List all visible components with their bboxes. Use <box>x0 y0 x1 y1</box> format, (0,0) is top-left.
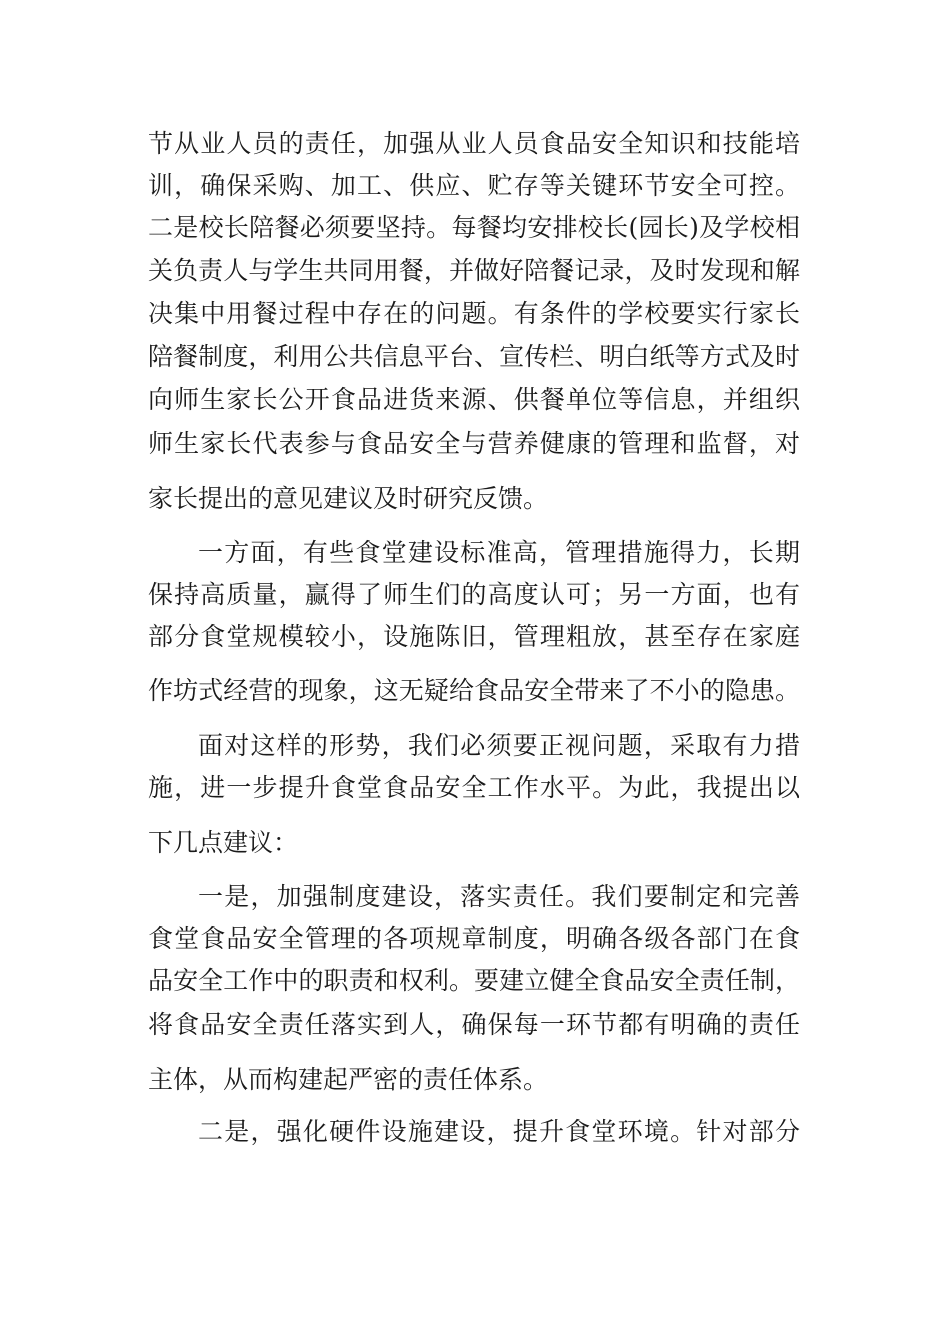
paragraph-first-line: 二是，强化硬件设施建设，提升食堂环境。针对部分 <box>198 1117 800 1146</box>
text-line: 决集中用餐过程中存在的问题。有条件的学校要实行家长 <box>148 299 800 328</box>
text-line: 将食品安全责任落实到人，确保每一环节都有明确的责任 <box>148 1010 800 1039</box>
text-line: 品安全工作中的职责和权利。要建立健全食品安全责任制， <box>148 966 800 995</box>
paragraph-first-line: 一方面，有些食堂建设标准高，管理措施得力，长期 <box>198 538 800 567</box>
paragraph-first-line: 面对这样的形势，我们必须要正视问题，采取有力措 <box>198 731 800 760</box>
text-line: 施，进一步提升食堂食品安全工作水平。为此，我提出以 <box>148 773 800 802</box>
text-line: 向师生家长公开食品进货来源、供餐单位等信息，并组织 <box>148 385 800 414</box>
text-line: 部分食堂规模较小，设施陈旧，管理粗放，甚至存在家庭 <box>148 622 800 651</box>
text-line: 训，确保采购、加工、供应、贮存等关键环节安全可控。 <box>148 171 800 200</box>
text-line: 家长提出的意见建议及时研究反馈。 <box>148 484 549 513</box>
text-line: 陪餐制度，利用公共信息平台、宣传栏、明白纸等方式及时 <box>148 342 800 371</box>
text-line: 师生家长代表参与食品安全与营养健康的管理和监督，对 <box>148 429 800 458</box>
text-line: 下几点建议： <box>148 828 299 857</box>
text-line: 二是校长陪餐必须要坚持。每餐均安排校长(园长)及学校相 <box>148 213 800 242</box>
text-line: 主体，从而构建起严密的责任体系。 <box>148 1065 549 1094</box>
paragraph-first-line: 一是，加强制度建设，落实责任。我们要制定和完善 <box>198 882 800 911</box>
text-line: 保持高质量，赢得了师生们的高度认可；另一方面，也有 <box>148 580 800 609</box>
text-line: 关负责人与学生共同用餐，并做好陪餐记录，及时发现和解 <box>148 256 800 285</box>
text-line: 作坊式经营的现象，这无疑给食品安全带来了不小的隐患。 <box>148 676 800 705</box>
text-line: 食堂食品安全管理的各项规章制度，明确各级各部门在食 <box>148 924 800 953</box>
text-line: 节从业人员的责任，加强从业人员食品安全知识和技能培 <box>148 129 800 158</box>
